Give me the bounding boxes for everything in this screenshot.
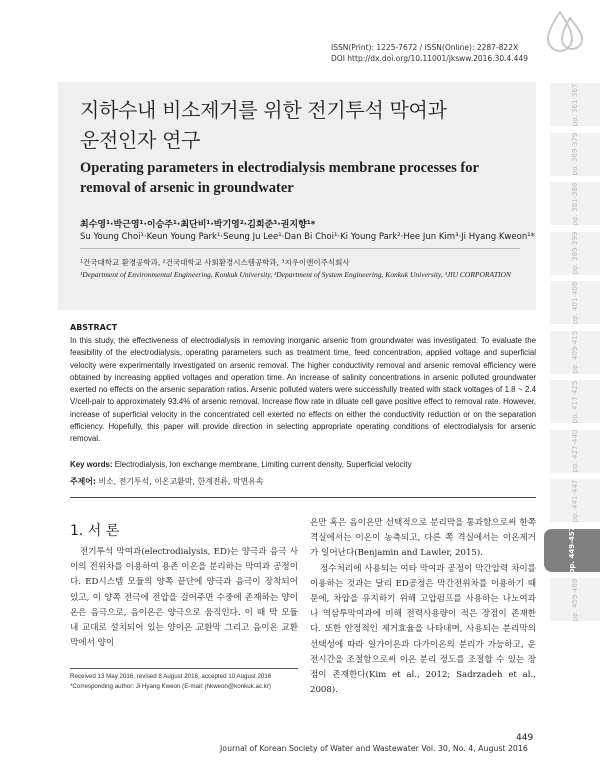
keywords-ko-line: [70, 476, 263, 487]
side-tab-4[interactable]: [550, 280, 600, 324]
corresponding-author: *Corresponding author: Ji Hyang Kweon (E-mail: jhkweon@konkuk.ac.kr): [70, 683, 271, 690]
journal-footer: Journal of Korean Society of Water and Wastewater Vol. 30, No. 4, August 2016: [220, 744, 528, 753]
authors-korean: 최수영¹·박근영¹·이승주¹·최단비¹·박기영²·김희준³·권지향¹*: [80, 220, 316, 230]
side-tab-1[interactable]: [550, 132, 600, 176]
doi-line: DOI http://dx.doi.org/10.11001/jksww.2016.30.4.449: [331, 54, 528, 63]
korean-title-line1: 지하수내 비소제거를 위한 전기투석 막여과: [80, 98, 447, 122]
footnote-rule: [70, 668, 298, 669]
header-separator: [80, 248, 520, 249]
side-tab-8[interactable]: [550, 478, 600, 522]
side-tab-9[interactable]: [544, 528, 600, 572]
english-title: Operating parameters in electrodialysis membrane processes for removal of arsenic in groundwater: [80, 160, 479, 196]
page-number: 449: [516, 733, 534, 743]
keywords-text: Electrodialysis, Ion exchange membrane, Limiting current density, Superficial velocity: [114, 460, 412, 469]
keywords-ko-text: 비소, 전기투석, 이온교환막, 한계전류, 막면유속: [98, 477, 264, 486]
side-tab-7[interactable]: [550, 429, 600, 473]
keywords-ko-label: 주제어:: [70, 477, 97, 486]
issn-line: ISSN(Print): 1225-7672 / ISSN(Online): 2287-822X: [331, 43, 519, 52]
korean-title-line2: 운전인자 연구: [80, 128, 201, 152]
side-tab-label: pp. 389-399: [571, 231, 579, 275]
side-tab-label: pp. 417-425: [571, 380, 579, 423]
paragraph: 정수처리에 사용되는 여타 막여과 공정이 막간압력 차이를 이용하는 것과는 달리 ED공정은 막간전위차를 이용하기 때문에, 차압을 유지하기 위해 고압펌프를 사용하는 나노여과나 역삼투막여과에 비해 전력사용량이 적은 장점이 존재한다. 또한 안정적인 제거효율을 나타내며, 사용되는 분리막의 선택성에 따라 일가이온과 다가이온의 분리가 가능하고, 운전시간을 조절함으로써 이온 분리 정도를 조절할 수 있는 장점이 존재한다(Kim et al., 2012; Sadrzadeh et al., 2008).: [310, 563, 536, 696]
keywords-label: Key words:: [70, 460, 113, 469]
side-tab-label: pp. 449-457: [568, 526, 576, 574]
paragraph: 온만 혹은 음이온만 선택적으로 분리막을 통과함으로써 한쪽 격실에서는 이온이 농축되고, 다른 쪽 격실에서는 이온제거가 일어난다(Benjamin and Lawler, 2015).: [310, 518, 536, 559]
body-column-right: [310, 516, 536, 698]
side-tab-3[interactable]: [550, 231, 600, 275]
korean-title: [80, 95, 520, 155]
side-tab-label: pp. 409-415: [571, 330, 579, 374]
page-range-side-tabs: [550, 0, 600, 763]
side-tab-2[interactable]: [550, 181, 600, 225]
body-column-left: 전기투석 막여과(electrodialysis, ED)는 양극과 음극 사이의 전위차를 이용하여 용존 이온을 분리하는 막여과 공정이다. ED시스템 모듈의 양쪽 끝단에 양극과 음극이 장착되어 있고, 이 양쪽 전극에 전압을 걸어주면 수중에 존재하는 양이온은 음극으로, 음이온은 양극으로 움직인다. 이 때 막 모듈 내 교대로 설치되어 있는 양이온 교환막 그리고 음이온 교환막에서 양이: [70, 547, 298, 649]
section-title: 1. 서 론: [70, 523, 120, 539]
abstract-heading: ABSTRACT: [70, 323, 118, 332]
side-tab-label: pp. 381-388: [571, 182, 579, 225]
side-tab-label: pp. 401-408: [571, 281, 579, 324]
side-tab-label: pp. 361-367: [571, 83, 579, 126]
side-tab-5[interactable]: [550, 330, 600, 374]
side-tab-label: pp. 427-440: [571, 429, 579, 473]
side-tab-0[interactable]: [550, 82, 600, 126]
side-tab-label: pp. 459-469: [571, 578, 579, 621]
abstract-divider: [70, 497, 536, 498]
side-tab-label: pp. 369-379: [571, 132, 579, 176]
received-dates: Received 13 May 2016, revised 8 August 2016, accepted 10 August 2016: [70, 673, 272, 680]
authors-english: Su Young Choi¹·Keun Young Park¹·Seung Ju Lee¹·Dan Bi Choi¹·Ki Young Park²·Hee Jun Kim³·Ji Hyang Kweon¹*: [80, 232, 535, 242]
doi-block: [331, 42, 528, 64]
affiliations-korean: ¹건국대학교 환경공학과, ²건국대학교 사회환경시스템공학과, ³지우이앤이주식회사: [80, 258, 350, 267]
side-tab-label: pp. 441-447: [571, 479, 579, 522]
side-tab-10[interactable]: [550, 577, 600, 621]
affiliations-english: ¹Department of Environmental Engineering, Konkuk University, ²Department of System Engineering, Konkuk University, ³JIU CORPORATION: [80, 270, 511, 279]
footnote: [70, 672, 310, 692]
abstract-text: In this study, the effectiveness of electrodialysis in removing inorganic arsenic from groundwater was investigated. To evaluate the feasibility of the electrodialysis, operating parameters such as treatment time, feed concentration, applied voltage and superficial velocity were experimentally investigated on arsenic removal. The higher conductivity removal and arsenic removal efficiency were obtained by increasing applied voltages and operation time. An increase of salinity concentrations in arsenic polluted groundwater exerted no effects on the arsenic separation ratios. Arsenic polluted waters were successfully treated with stack voltages of 1.8 ~ 2.4 V/cell-pair to approximately 93.4% of arsenic removal. Increase flow rate in diluate cell gave positive effect to removal rate. However, increase of superficial velocity in the concentrated cell exerted no effects on either the conductivity reduction or on the separation efficiency. Hopefully, this paper will provide direction in selecting appropriate operating conditions of electrodialysis for arsenic removal.: [70, 336, 536, 444]
keywords-line: [70, 460, 536, 469]
side-tab-6[interactable]: [550, 379, 600, 423]
